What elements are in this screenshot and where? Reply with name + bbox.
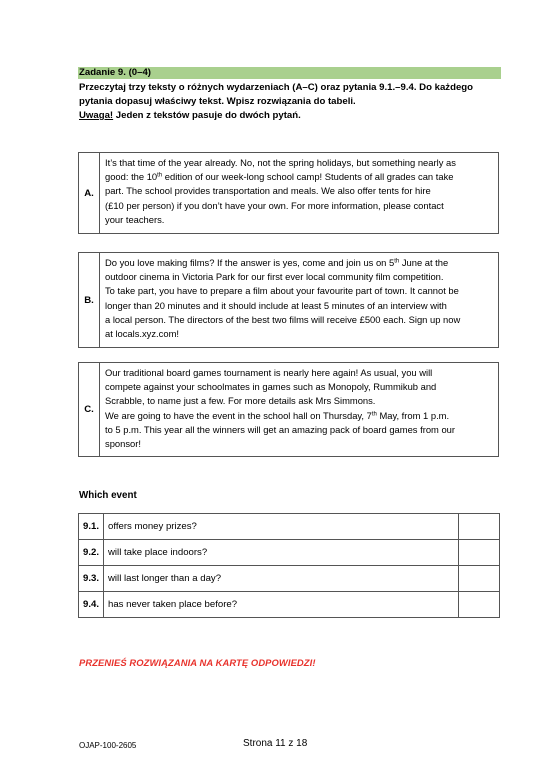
- note-label: Uwaga!: [79, 110, 114, 121]
- answer-cell[interactable]: [459, 540, 500, 566]
- question-number: 9.3.: [79, 566, 104, 592]
- text-line: Our traditional board games tournament is nearly here again! As usual, you will: [105, 367, 433, 378]
- text-letter-c: C.: [79, 363, 100, 456]
- instruction-note: [79, 109, 509, 123]
- ordinal-suffix: th: [371, 411, 377, 418]
- page-number: Strona 11 z 18: [243, 738, 308, 749]
- text-line: part. The school provides transportation and meals. We also offer tents for hire: [105, 185, 431, 197]
- question-row: [79, 566, 500, 592]
- answer-cell[interactable]: [459, 592, 500, 618]
- text-line: It’s that time of the year already. No, not the spring holidays, but something nearly as: [105, 157, 456, 168]
- instruction-line-1: Przeczytaj trzy teksty o różnych wydarzeniach (A–C) oraz pytania 9.1.–9.4. Do każdego: [79, 82, 474, 93]
- text-box-b: [78, 252, 499, 348]
- text-line: compete against your schoolmates in games such as Monopoly, Rummikub and: [105, 381, 437, 393]
- text-box-a: [78, 152, 499, 234]
- text-line: (£10 per person) if you don’t have your own. For more information, please contact: [105, 199, 444, 211]
- task-title: Zadanie 9. (0–4): [79, 67, 151, 78]
- answer-cell[interactable]: [459, 566, 500, 592]
- transfer-answers-note: PRZENIEŚ ROZWIĄZANIA NA KARTĘ ODPOWIEDZI!: [79, 657, 316, 668]
- text-line: good: the 10th edition of our week-long school camp! Students of all grades can take: [105, 171, 454, 183]
- question-number: 9.2.: [79, 540, 104, 566]
- ordinal-suffix: th: [157, 172, 163, 179]
- question-text: has never taken place before?: [104, 592, 459, 618]
- answer-cell[interactable]: [459, 514, 500, 540]
- text-letter-b: B.: [79, 253, 100, 347]
- text-line: at locals.xyz.com!: [105, 328, 179, 340]
- question-row: [79, 514, 500, 540]
- instruction-line-2: pytania dopasuj właściwy tekst. Wpisz rozwiązania do tabeli.: [79, 96, 356, 107]
- questions-table: [78, 513, 500, 618]
- question-text: will last longer than a day?: [104, 566, 459, 592]
- text-line: longer than 20 minutes and it should include at least 5 minutes of an interview with: [105, 299, 447, 311]
- note-text: Jeden z tekstów pasuje do dwóch pytań.: [113, 110, 301, 121]
- text-line: to 5 p.m. This year all the winners will get an amazing pack of board games from our: [105, 423, 455, 435]
- text-line: sponsor!: [105, 438, 141, 450]
- text-line: Do you love making films? If the answer is yes, come and join us on 5th June at the: [105, 257, 449, 268]
- task-instructions: [79, 81, 509, 123]
- questions-heading: Which event: [79, 490, 137, 501]
- text-line: To take part, you have to prepare a film about your favourite part of town. It cannot be: [105, 285, 459, 297]
- question-row: [79, 592, 500, 618]
- question-number: 9.1.: [79, 514, 104, 540]
- text-body-b: [100, 253, 498, 347]
- text-line: Scrabble, to name just a few. For more details ask Mrs Simmons.: [105, 395, 376, 407]
- text-line: a local person. The directors of the best two films will receive £500 each. Sign up now: [105, 313, 461, 325]
- question-text: will take place indoors?: [104, 540, 459, 566]
- text-body-c: [100, 363, 498, 456]
- text-line: your teachers.: [105, 213, 165, 225]
- question-number: 9.4.: [79, 592, 104, 618]
- text-body-a: [100, 153, 498, 233]
- ordinal-suffix: th: [394, 258, 400, 265]
- text-line: We are going to have the event in the school hall on Thursday, 7th May, from 1 p.m.: [105, 409, 450, 421]
- text-line: outdoor cinema in Victoria Park for our first ever local community film competition.: [105, 271, 444, 283]
- text-letter-a: A.: [79, 153, 100, 233]
- question-row: [79, 540, 500, 566]
- text-box-c: [78, 362, 499, 457]
- question-text: offers money prizes?: [104, 514, 459, 540]
- exam-code: OJAP-100-2605: [79, 741, 137, 750]
